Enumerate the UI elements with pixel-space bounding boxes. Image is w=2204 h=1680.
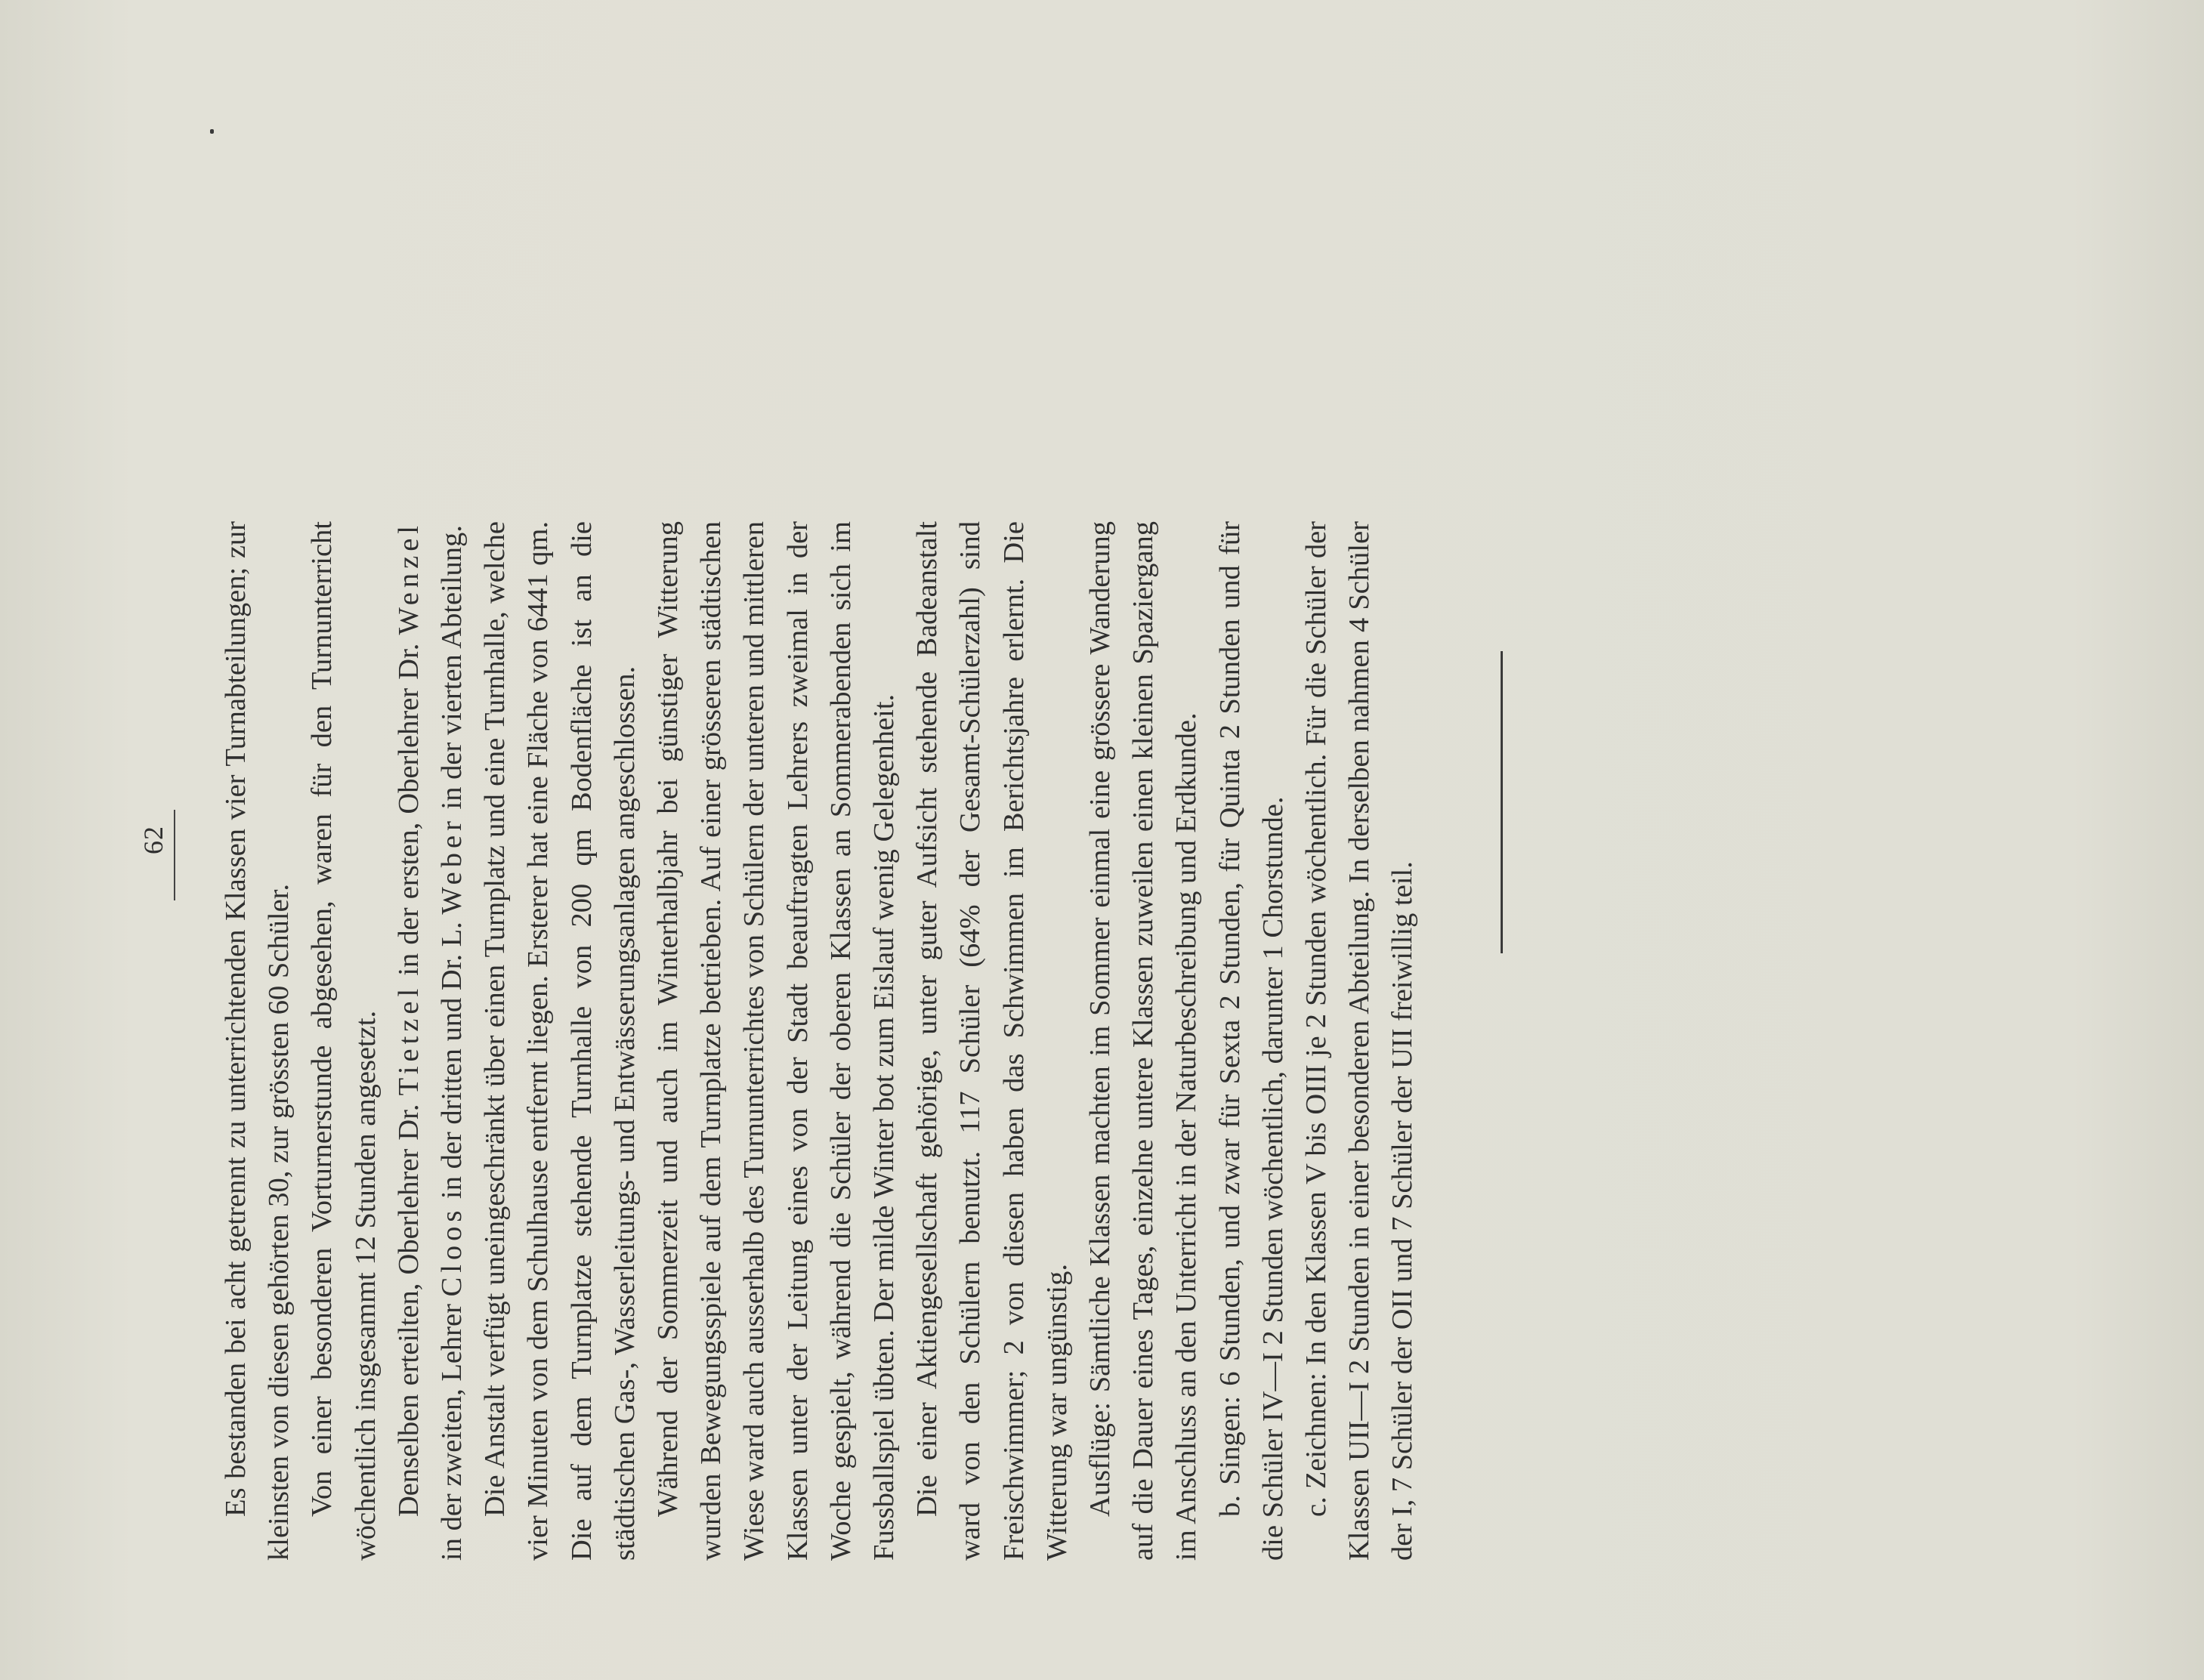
teachers-mid-3: in der dritten und Dr. L. xyxy=(436,922,468,1199)
teachers-mid-2: in der zweiten, Lehrer xyxy=(436,1304,468,1561)
teacher-name-cloos: Cloos xyxy=(436,1206,468,1297)
ink-fleck xyxy=(210,129,214,134)
paragraph-schwimmen: Die einer Aktiengesellschaft gehörige, unter guter Aufsicht stehende Badeanstalt ward von den Schülern benutzt. 117 Schüler (64% der Gesamt-Schülerzahl) sind Freischwimmer; 2 von diesen haben das Schwimmen im Berichtsjahre erlernt. Die Witterung war ungünstig. xyxy=(911,521,1073,1561)
body-text xyxy=(215,521,1425,1561)
paragraph-bewegungsspiele: Während der Sommerzeit und auch im Winterhalbjahr bei günstiger Witterung wurden Bewegungsspiele auf dem Turnplatze betrieben. Auf einer grösseren städtischen Wiese ward auch ausserhalb des Turnunterrichtes von Schülern der unteren und mittleren Klassen unter der Leitung eines von der Stadt beauftragten Lehrers zweimal in der Woche gespielt, während die Schüler der oberen Klassen an Sommerabenden sich im Fussballspiel übten. Der milde Winter bot zum Eislauf wenig Gelegenheit. xyxy=(652,521,901,1561)
teacher-name-weber: Weber xyxy=(436,817,468,915)
paragraph-turnabteilungen: Es bestanden bei acht getrennt zu unterrichtenden Klassen vier Turnabteilungen; zur kleinsten von diesen gehörten 30, zur grössten 60 Schüler. xyxy=(220,521,295,1561)
teacher-name-tietzel: Tietzel xyxy=(392,984,425,1096)
section-end-rule xyxy=(1501,651,1503,953)
teachers-tail: in der vierten Abteilung. xyxy=(436,525,468,810)
teacher-name-wenzel: Wenzel xyxy=(392,521,425,635)
teachers-mid-1: in der ersten, Oberlehrer Dr. xyxy=(392,643,425,976)
page-number-rule xyxy=(174,810,175,900)
paragraph-singen: b. Singen: 6 Stunden, und zwar für Sexta 2 Stunden, für Quinta 2 Stunden und für die Schüler IV—I 2 Stunden wöchentlich, darunter 1 Chorstunde. xyxy=(1213,521,1289,1561)
paragraph-turnstunden: Von einer besonderen Vorturnerstunde abgesehen, waren für den Turnunterricht wöchentlich insgesammt 12 Stunden angesetzt. xyxy=(306,521,382,1561)
paragraph-turnplatz: Die Anstalt verfügt uneingeschränkt über einen Turnplatz und eine Turnhalle, welche vier Minuten von dem Schulhause entfernt liegen. Ersterer hat eine Fläche von 6441 qm. Die auf dem Turnplatze stehende Turnhalle von 200 qm Bodenfläche ist an die städtischen Gas-, Wasserleitungs- und Entwässerungsanlagen angeschlossen. xyxy=(479,521,641,1561)
paragraph-ausfluege: Ausflüge: Sämtliche Klassen machten im Sommer einmal eine grössere Wanderung auf die Dauer eines Tages, einzelne untere Klassen zuweilen einen kleinen Spaziergang im Anschluss an den Unterricht in der Naturbeschreibung und Erdkunde. xyxy=(1084,521,1203,1561)
paragraph-zeichnen: c. Zeichnen: In den Klassen V bis OIII je 2 Stunden wöchentlich. Für die Schüler der Klassen UII—I 2 Stunden in einer besonderen Abteilung. In derselben nahmen 4 Schüler der I, 7 Schüler der OII und 7 Schüler der UII freiwillig teil. xyxy=(1300,521,1419,1561)
paragraph-lehrer xyxy=(388,521,474,1561)
page-number: 62 xyxy=(138,826,168,854)
teachers-lead: Denselben erteilten, Oberlehrer Dr. xyxy=(392,1104,425,1517)
